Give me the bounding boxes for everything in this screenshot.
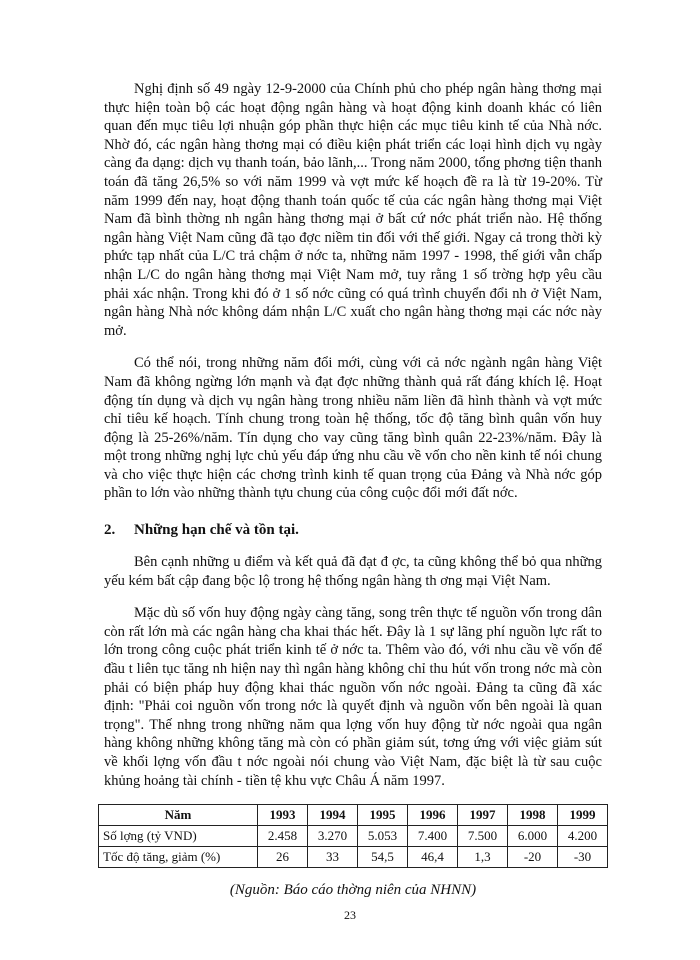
paragraph-capital-mobilization: Mặc dù số vốn huy động ngày càng tăng, song trên thực tế nguồn vốn trong dân còn rất lớn mà các ngân hàng cha khai thác hết. Đây là 1 sự lãng phí nguồn lực rất to lớn trong công cuộc phát triển kinh tế ở nớc ta. Thêm vào đó, với nhu cầu về vốn để đầu t liên tục tăng nh hiện nay thì ngân hàng không chỉ thu hút vốn trong nớc mà còn phải có biện pháp huy động khai thác nguồn vốn nớc ngoài. Đảng ta cũng đã xác định: "Phải coi nguồn vốn trong nớc là quyết định và nguồn vốn bên ngoài là quan trọng". Thế nhng trong những năm qua lợng vốn huy động từ nớc ngoài qua ngân hàng không những không tăng mà còn có phần giảm sút, tơng ứng với việc giảm sút về khối lợng vốn đầu t nớc ngoài nói chung vào Việt Nam, đặc biệt là từ sau cuộc khủng hoảng tài chính - tiền tệ khu vực Châu Á năm 1997.: [104, 605, 602, 789]
table-header-cell: 1995: [358, 805, 408, 826]
table-row: [99, 847, 608, 868]
page-number: 23: [344, 908, 356, 922]
paragraph-decree-49: Nghị định số 49 ngày 12-9-2000 của Chính phủ cho phép ngân hàng thơng mại thực hiện toàn bộ các hoạt động ngân hàng và hoạt động kinh doanh khác có liên quan đến mục tiêu lợi nhuận góp phần thực hiện các mục tiêu kinh tế của Nhà nớc. Nhờ đó, các ngân hàng thơng mại có điều kiện phát triển các loại hình dịch vụ ngày càng đa dạng: dịch vụ thanh toán, bảo lãnh,... Trong năm 2000, tổng phơng tiện thanh toán đã tăng 26,5% so với năm 1999 và vợt mức kế hoạch đề ra là từ 19-20%. Từ năm 1999 đến nay, hoạt động thanh toán quốc tế của các ngân hàng thơng mại Việt Nam đã bình thờng nh ngân hàng thơng mại ở bất cứ nớc phát triển nào. Hệ thống ngân hàng Việt Nam cũng đã tạo đợc niềm tin đối với thế giới. Ngay cả trong thời kỳ phức tạp nhất của L/C trả chậm ở nớc ta, những năm 1997 - 1998, thế giới vẫn chấp nhận L/C do ngân hàng thơng mại Việt Nam mở, tuy rằng 1 số trờng hợp yêu cầu phải xác nhận. Trong khi đó ở 1 số nớc cũng có quá trình chuyển đổi nh ở Việt Nam, ngân hàng Nhà nớc không dám nhận L/C xuất cho ngân hàng thơng mại các nớc này mở.: [104, 81, 602, 339]
table-cell: -20: [508, 847, 558, 868]
table-row-label: Số lợng (tỷ VND): [99, 826, 258, 847]
table-header-cell: 1993: [258, 805, 308, 826]
table-cell: 2.458: [258, 826, 308, 847]
table-cell: 46,4: [408, 847, 458, 868]
table-cell: 6.000: [508, 826, 558, 847]
table-cell: 3.270: [308, 826, 358, 847]
table-source-note: (Nguồn: Báo cáo thờng niên của NHNN): [229, 882, 477, 899]
table-cell: 33: [308, 847, 358, 868]
table-header-row: [99, 805, 608, 826]
paragraph-achievements: Có thể nói, trong những năm đổi mới, cùng với cả nớc ngành ngân hàng Việt Nam đã không ngừng lớn mạnh và đạt đợc những thành quả rất đáng khích lệ. Hoạt động tín dụng và dịch vụ ngân hàng trong nhiều năm liền đã hình thành và vợt mức chỉ tiêu kế hoạch. Tính chung trong toàn hệ thống, tốc độ tăng bình quân vốn huy động là 25-26%/năm. Tín dụng cho vay cũng tăng bình quân 22-23%/năm. Đây là một trong những nghị lực chủ yếu đáp ứng nhu cầu về vốn cho nền kinh tế nói chung và cho việc thực hiện các chơng trình kinh tế quan trọng của Đảng và Nhà nớc góp phần to lớn vào những thành tựu chung của công cuộc đổi mới đất nớc.: [104, 355, 602, 502]
section-title: Những hạn chế và tồn tại.: [134, 522, 299, 539]
section-heading: [104, 521, 602, 539]
table-cell: 4.200: [558, 826, 608, 847]
table-cell: 7.400: [408, 826, 458, 847]
table-header-cell: 1998: [508, 805, 558, 826]
table-cell: 5.053: [358, 826, 408, 847]
table-row: [99, 826, 608, 847]
table-row-label: Tốc độ tăng, giảm (%): [99, 847, 258, 868]
table-header-cell: 1994: [308, 805, 358, 826]
section-number: 2.: [104, 522, 116, 539]
table-header-cell: 1999: [558, 805, 608, 826]
table-cell: -30: [558, 847, 608, 868]
table-cell: 1,3: [458, 847, 508, 868]
table-header-cell: 1996: [408, 805, 458, 826]
table-header-cell: Năm: [99, 805, 258, 826]
foreign-capital-table: [98, 804, 608, 868]
document-page: [104, 80, 602, 899]
table-cell: 54,5: [358, 847, 408, 868]
table-cell: 26: [258, 847, 308, 868]
table-header-cell: 1997: [458, 805, 508, 826]
table-cell: 7.500: [458, 826, 508, 847]
paragraph-weaknesses-intro: Bên cạnh những u điểm và kết quả đã đạt đ ợc, ta cũng không thể bỏ qua những yếu kém bất cập đang bộc lộ trong hệ thống ngân hàng th ơng mại Việt Nam.: [104, 554, 602, 589]
